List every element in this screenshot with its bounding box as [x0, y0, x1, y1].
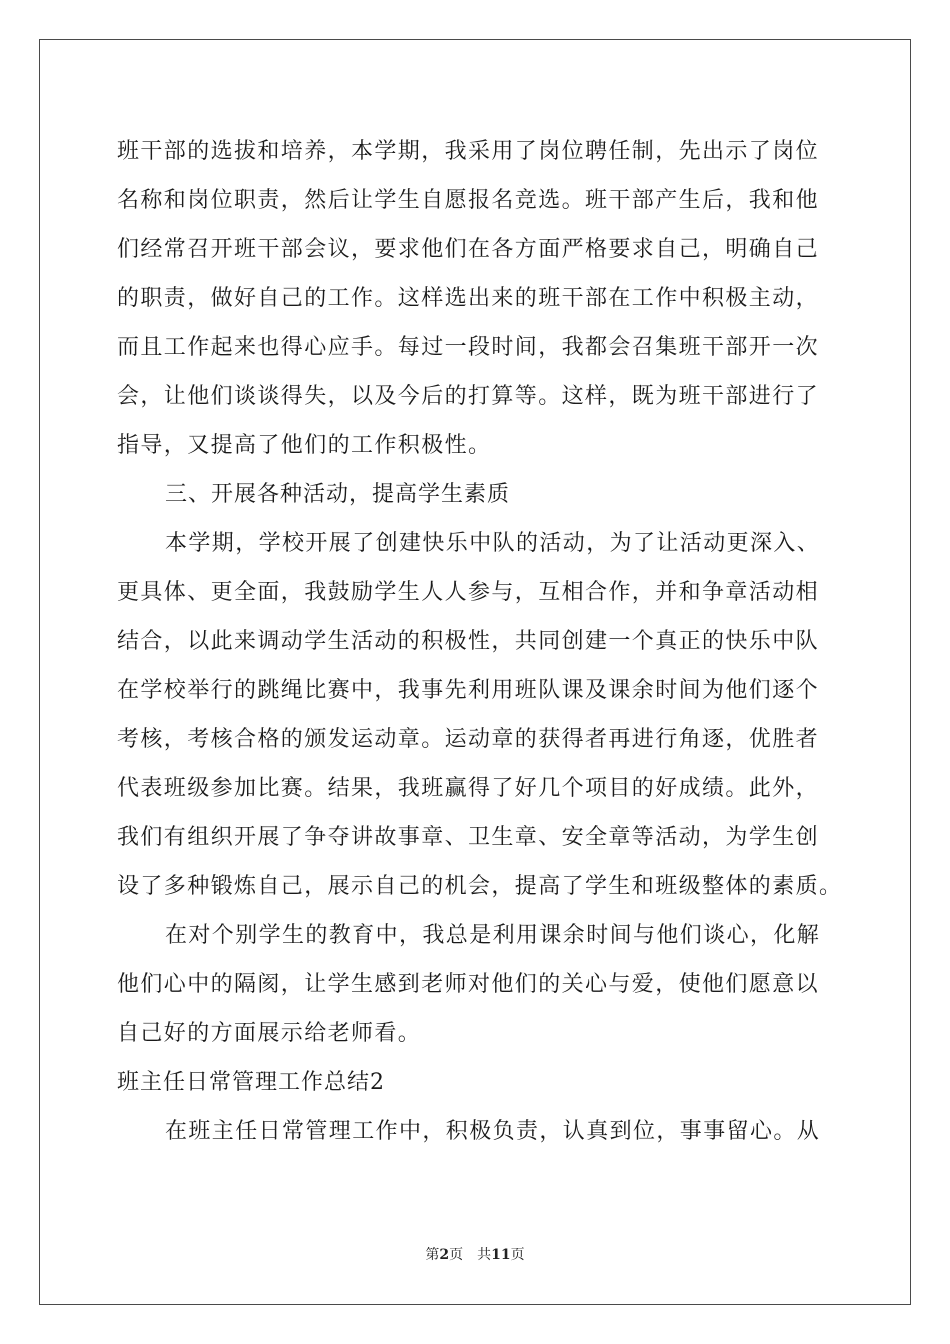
text-line: 的职责，做好自己的工作。这样选出来的班干部在工作中积极主动， — [117, 286, 820, 311]
text-line: 名称和岗位职责，然后让学生自愿报名竞选。班干部产生后，我和他 — [117, 188, 820, 213]
text-line: 而且工作起来也得心应手。每过一段时间，我都会召集班干部开一次 — [117, 335, 820, 360]
text-line: 指导，又提高了他们的工作积极性。 — [117, 433, 492, 458]
text-line: 会，让他们谈谈得失，以及今后的打算等。这样，既为班干部进行了 — [117, 384, 820, 409]
page-number: 2 — [439, 1247, 450, 1263]
text-line: 班干部的选拔和培养，本学期，我采用了岗位聘任制，先出示了岗位 — [117, 139, 820, 164]
text-line: 他们心中的隔阂，让学生感到老师对他们的关心与爱，使他们愿意以 — [117, 972, 820, 997]
text-line: 设了多种锻炼自己，展示自己的机会，提高了学生和班级整体的素质。 — [117, 874, 843, 899]
total-prefix: 共 — [477, 1247, 492, 1263]
total-pages: 11 — [491, 1247, 511, 1263]
page-suffix: 页 — [449, 1247, 464, 1263]
text-line: 自己好的方面展示给老师看。 — [117, 1021, 422, 1046]
page-prefix: 第 — [425, 1247, 440, 1263]
text-line: 更具体、更全面，我鼓励学生人人参与，互相合作，并和争章活动相 — [117, 580, 820, 605]
section-heading: 三、开展各种活动，提高学生素质 — [165, 482, 511, 507]
text-line: 在对个别学生的教育中，我总是利用课余时间与他们谈心，化解 — [165, 923, 821, 948]
document-section-title: 班主任日常管理工作总结2 — [117, 1070, 385, 1095]
text-line: 在学校举行的跳绳比赛中，我事先利用班队课及课余时间为他们逐个 — [117, 678, 820, 703]
text-line: 在班主任日常管理工作中，积极负责，认真到位，事事留心。从 — [165, 1119, 821, 1144]
text-line: 本学期，学校开展了创建快乐中队的活动，为了让活动更深入、 — [165, 531, 821, 556]
document-body — [117, 127, 843, 1156]
text-line: 考核，考核合格的颁发运动章。运动章的获得者再进行角逐，优胜者 — [117, 727, 820, 752]
total-suffix: 页 — [510, 1247, 525, 1263]
text-line: 结合，以此来调动学生活动的积极性，共同创建一个真正的快乐中队 — [117, 629, 820, 654]
text-line: 代表班级参加比赛。结果，我班赢得了好几个项目的好成绩。此外， — [117, 776, 820, 801]
text-line: 我们有组织开展了争夺讲故事章、卫生章、安全章等活动，为学生创 — [117, 825, 820, 850]
page-footer — [0, 1245, 950, 1265]
text-line: 们经常召开班干部会议，要求他们在各方面严格要求自己，明确自己 — [117, 237, 820, 262]
